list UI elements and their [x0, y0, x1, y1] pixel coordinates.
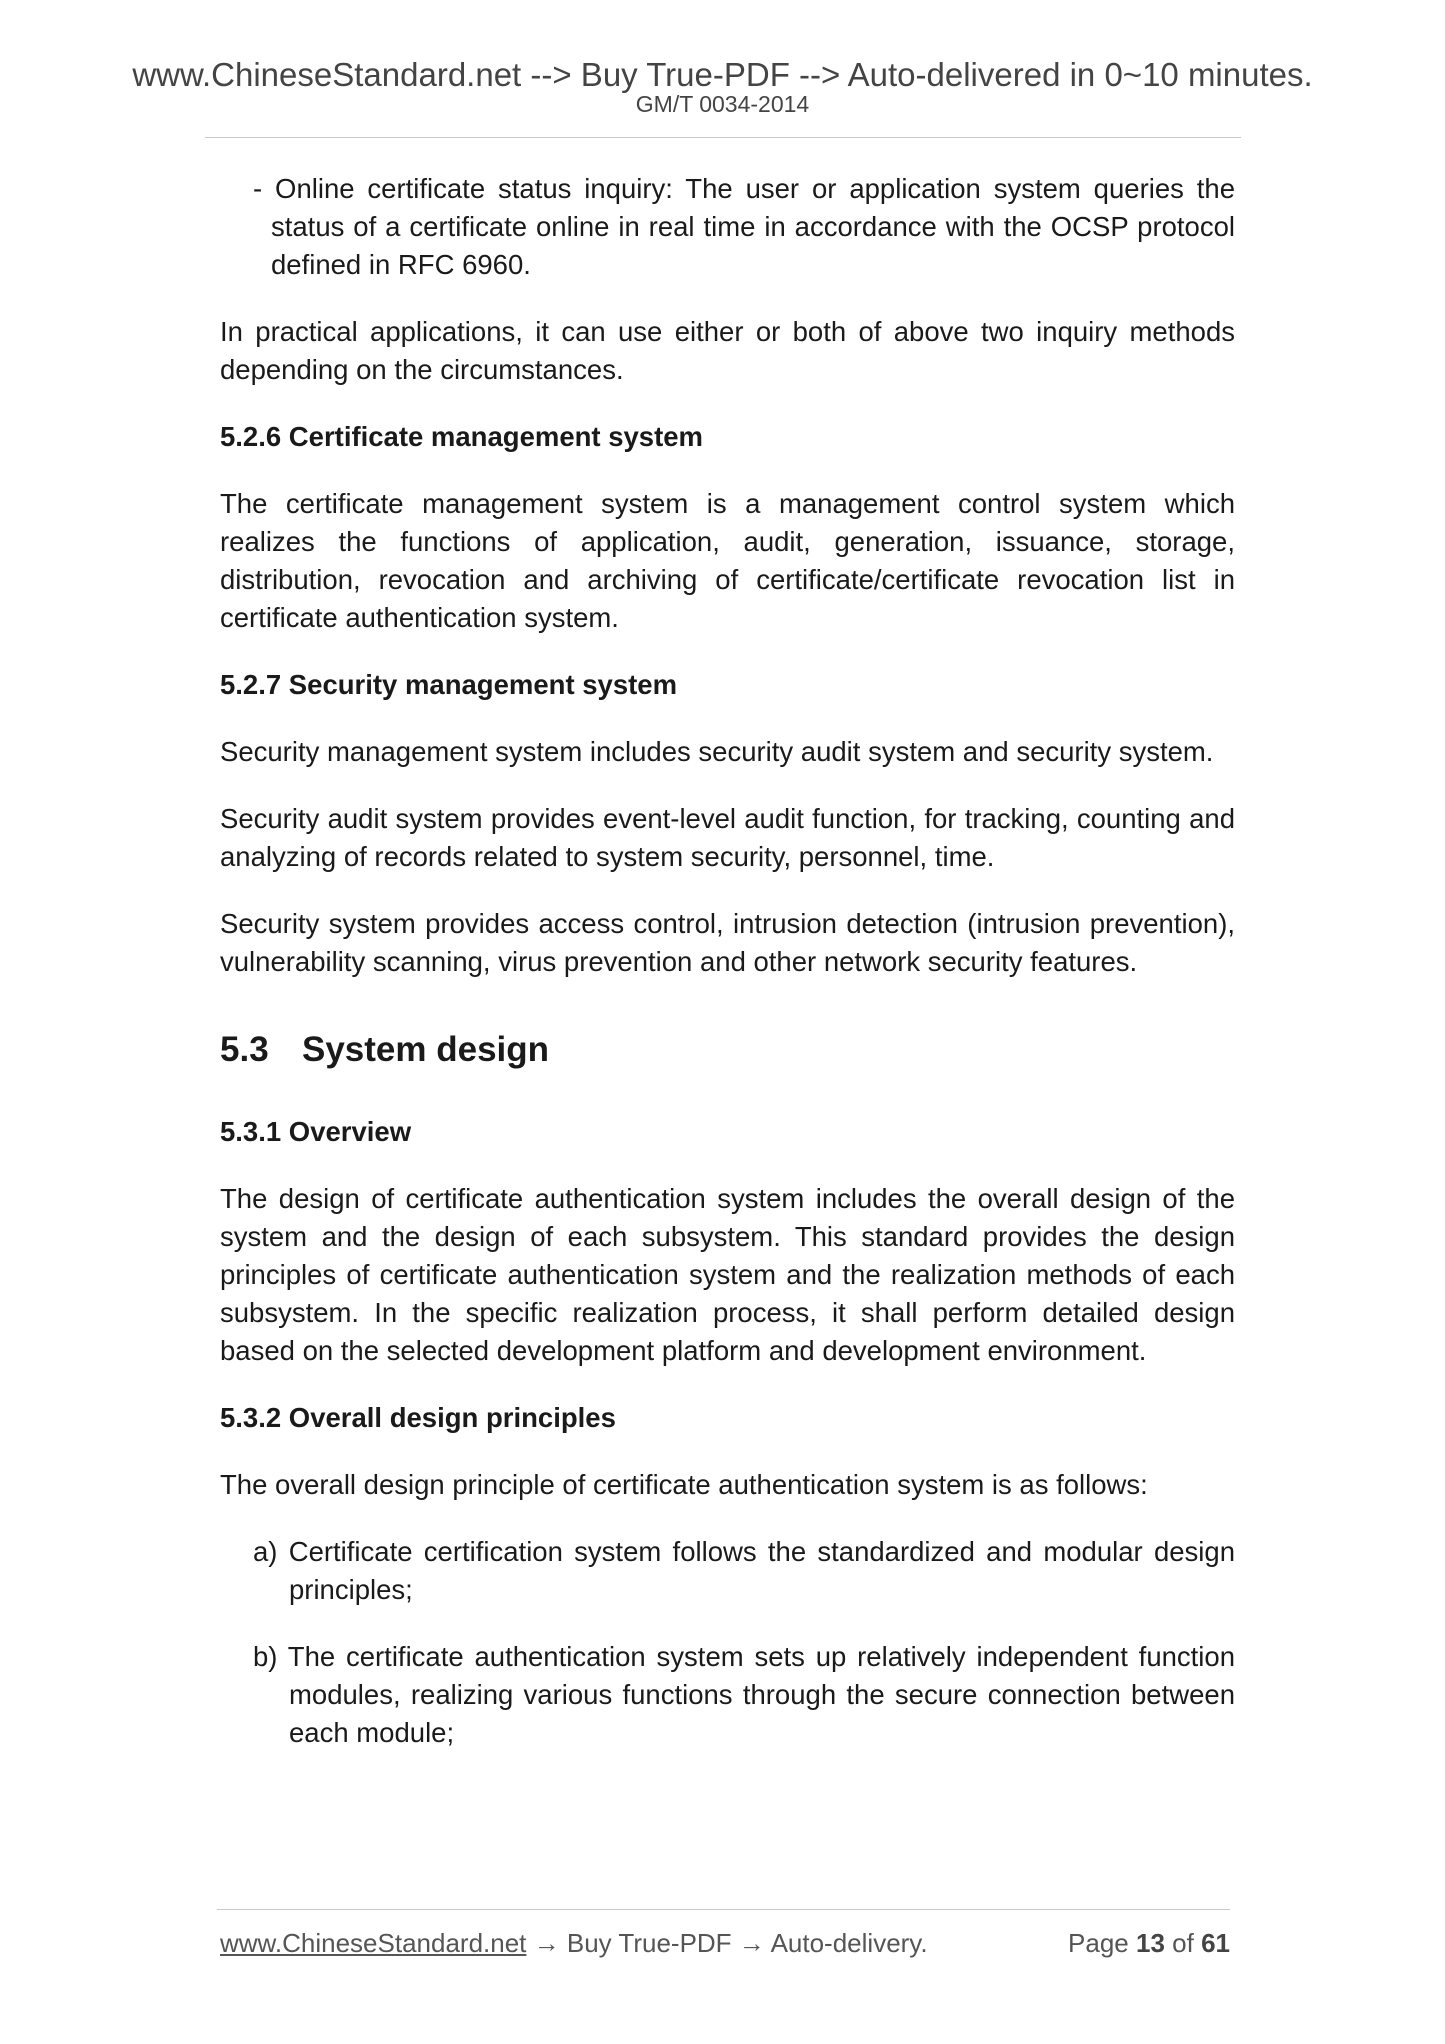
footer-site-link[interactable]: www.ChineseStandard.net: [220, 1928, 527, 1958]
section-heading-5-3-2: 5.3.2 Overall design principles: [220, 1402, 616, 1433]
overview-paragraph: The design of certificate authentication system includes the overall design of the system and the design of each subsystem. This standard provides the design principles of certificate authentication system and the realization methods of each subsystem. In the specific realization process, it shall perform detailed design based on the selected development platform and development environment.: [220, 1183, 1235, 1366]
security-audit-paragraph: Security audit system provides event-level audit function, for tracking, counting and analyzing of records related to system security, personnel, time.: [220, 803, 1235, 872]
security-management-paragraph: Security management system includes security audit system and security system.: [220, 736, 1214, 767]
section-heading-5-3-1: 5.3.1 Overview: [220, 1116, 412, 1147]
footer-divider: [217, 1909, 1230, 1910]
section-number: 5.3: [220, 1030, 269, 1069]
page-number: 13: [1136, 1928, 1165, 1958]
document-body: [220, 170, 1235, 1781]
list-item-b: b) The certificate authentication system sets up relatively independent function modules, realizing various functions through the secure connection between each module;: [253, 1641, 1235, 1748]
list-item-a: a) Certificate certification system follows the standardized and modular design principles;: [253, 1536, 1235, 1605]
footer-delivery-text: → Buy True-PDF → Auto-delivery.: [526, 1928, 928, 1958]
section-heading-5-3: [220, 1029, 1235, 1071]
page-footer: [220, 1927, 1230, 1959]
practical-applications-paragraph: In practical applications, it can use either or both of above two inquiry methods depending on the circumstances.: [220, 316, 1235, 385]
of-label: of: [1172, 1928, 1194, 1958]
site-banner: www.ChineseStandard.net --> Buy True-PDF --> Auto-delivered in 0~10 minutes.: [132, 56, 1313, 93]
document-code: GM/T 0034-2014: [635, 91, 810, 117]
certificate-management-paragraph: The certificate management system is a management control system which realizes the functions of application, audit, generation, issuance, storage, distribution, revocation and archiving of certificate/certificate revocation list in certificate authentication system.: [220, 488, 1235, 633]
security-system-paragraph: Security system provides access control, intrusion detection (intrusion prevention), vulnerability scanning, virus prevention and other network security features.: [220, 908, 1235, 977]
section-heading-5-2-6: 5.2.6 Certificate management system: [220, 421, 703, 452]
section-heading-5-2-7: 5.2.7 Security management system: [220, 669, 678, 700]
page-label: Page: [1068, 1928, 1129, 1958]
header-divider: [205, 137, 1241, 138]
page-total: 61: [1201, 1928, 1230, 1958]
page-indicator: [1068, 1927, 1230, 1959]
section-title: System design: [302, 1030, 550, 1069]
principles-intro-paragraph: The overall design principle of certificate authentication system is as follows:: [220, 1469, 1148, 1500]
online-inquiry-item: - Online certificate status inquiry: The user or application system queries the status of a certificate online in real time in accordance with the OCSP protocol defined in RFC 6960.: [253, 173, 1235, 280]
